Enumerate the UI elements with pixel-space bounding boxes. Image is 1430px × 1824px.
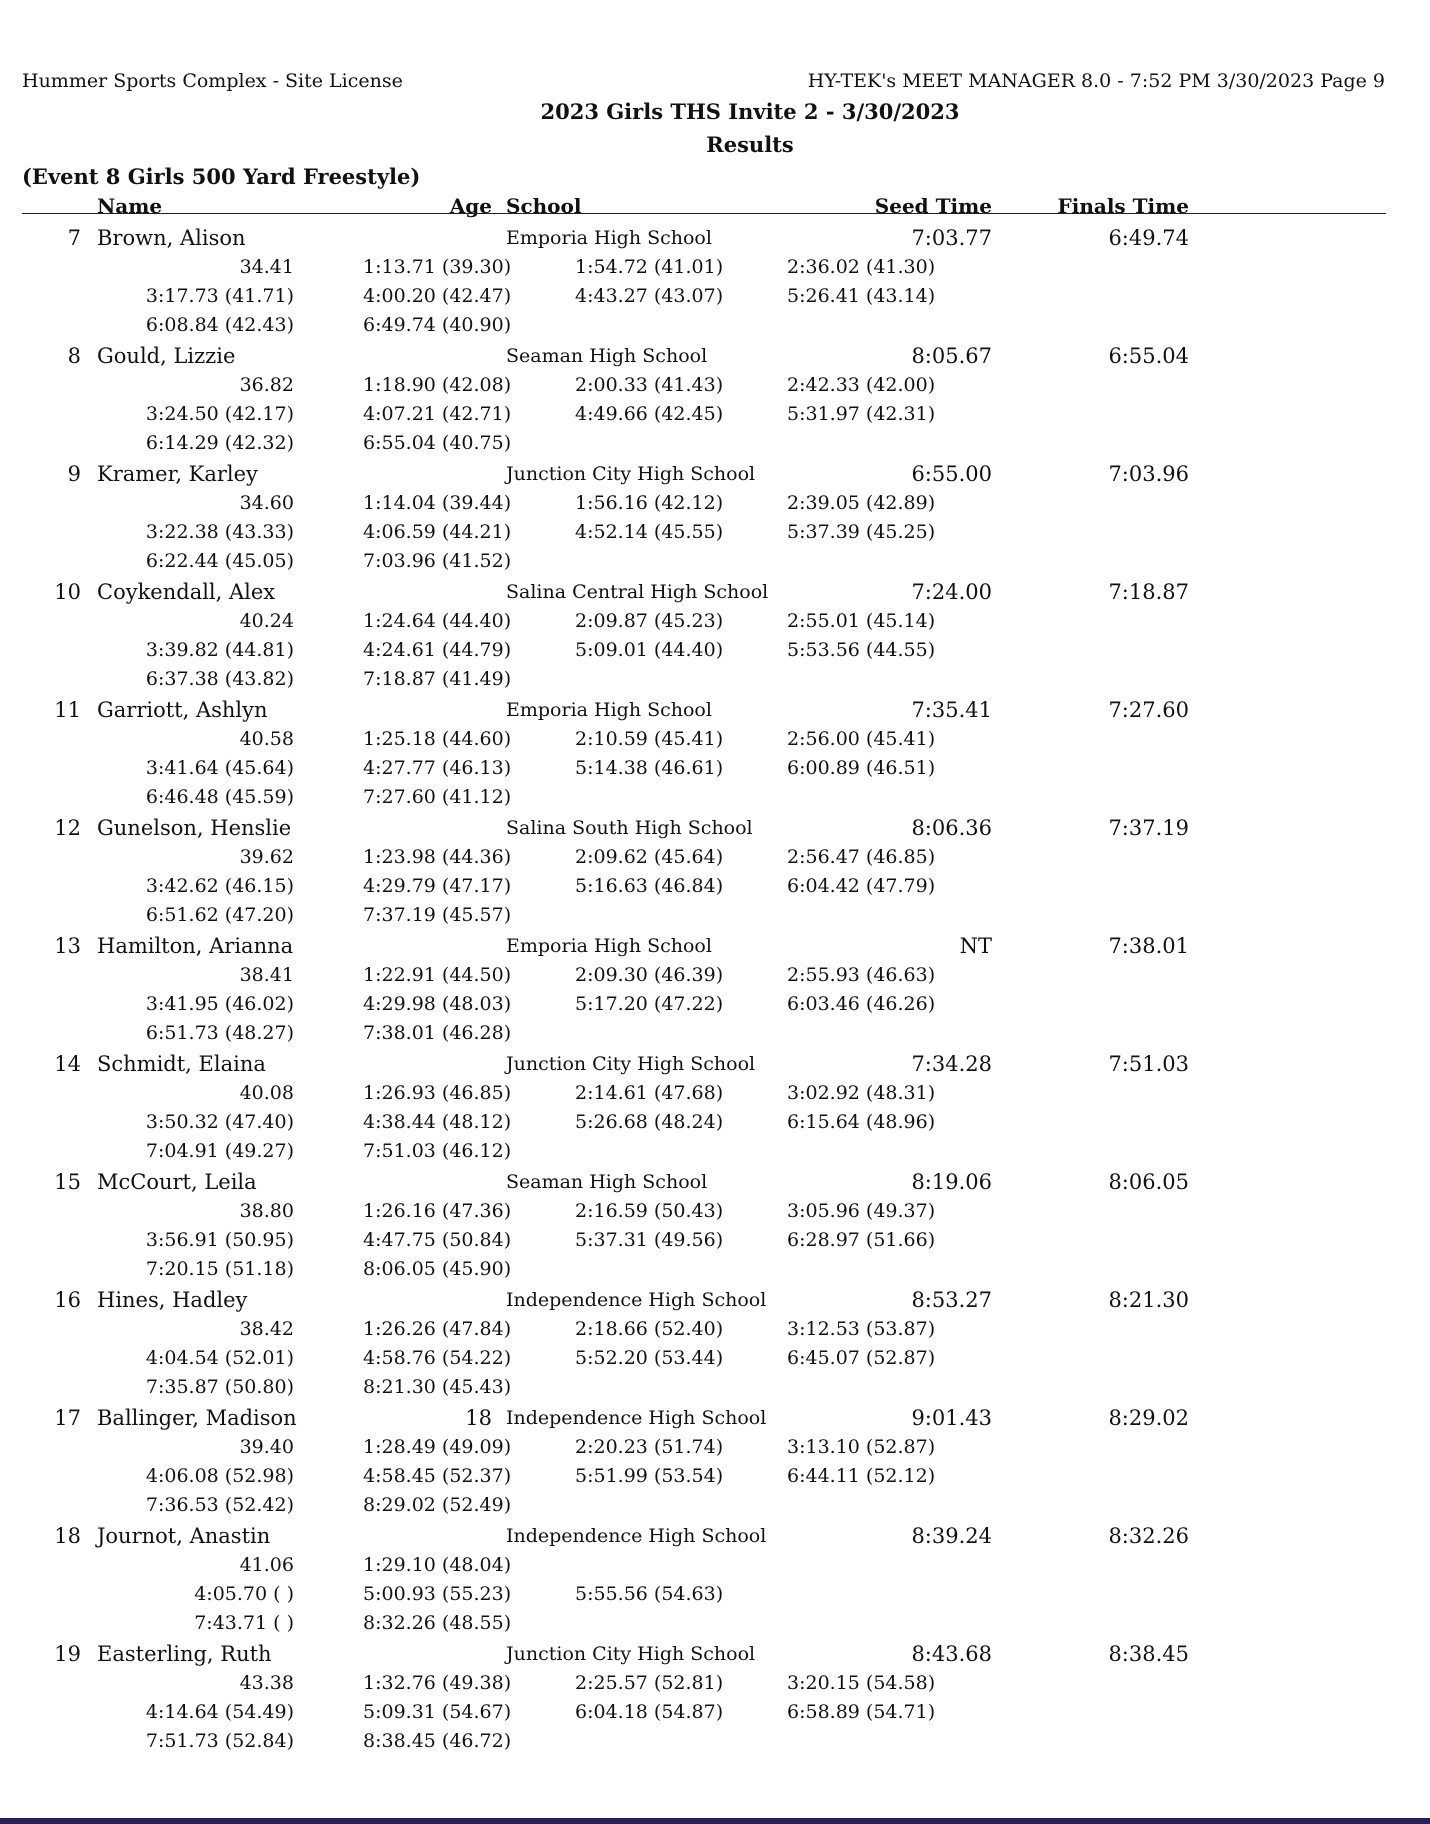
result-finals-time: 7:18.87 bbox=[1108, 580, 1189, 604]
split-time: 4:58.45 (52.37) bbox=[363, 1465, 512, 1487]
split-time: 1:18.90 (42.08) bbox=[363, 374, 512, 396]
split-time: 5:31.97 (42.31) bbox=[787, 403, 936, 425]
split-time: 2:25.57 (52.81) bbox=[575, 1672, 724, 1694]
split-time: 38.41 bbox=[239, 964, 294, 986]
column-header-name: Name bbox=[97, 194, 163, 218]
split-time: 2:09.30 (46.39) bbox=[575, 964, 724, 986]
split-time: 4:58.76 (54.22) bbox=[363, 1347, 512, 1369]
split-time: 6:49.74 (40.90) bbox=[363, 314, 512, 336]
result-name: Coykendall, Alex bbox=[97, 580, 276, 604]
split-time: 8:29.02 (52.49) bbox=[363, 1494, 512, 1516]
split-time: 4:38.44 (48.12) bbox=[363, 1111, 512, 1133]
split-time: 40.08 bbox=[239, 1082, 294, 1104]
split-time: 1:28.49 (49.09) bbox=[363, 1436, 512, 1458]
split-time: 4:06.59 (44.21) bbox=[363, 521, 512, 543]
result-school: Emporia High School bbox=[506, 935, 712, 957]
split-time: 38.80 bbox=[239, 1200, 294, 1222]
split-time: 7:03.96 (41.52) bbox=[363, 550, 512, 572]
split-time: 5:51.99 (53.54) bbox=[575, 1465, 724, 1487]
split-time: 2:20.23 (51.74) bbox=[575, 1436, 724, 1458]
split-time: 1:13.71 (39.30) bbox=[363, 256, 512, 278]
column-header-age: Age bbox=[449, 194, 492, 218]
split-time: 1:22.91 (44.50) bbox=[363, 964, 512, 986]
result-place: 14 bbox=[54, 1052, 81, 1076]
split-time: 3:17.73 (41.71) bbox=[145, 285, 294, 307]
results-subtitle: Results bbox=[706, 132, 794, 157]
result-name: Hines, Hadley bbox=[97, 1288, 248, 1312]
split-time: 5:52.20 (53.44) bbox=[575, 1347, 724, 1369]
split-time: 1:26.16 (47.36) bbox=[363, 1200, 512, 1222]
split-time: 2:16.59 (50.43) bbox=[575, 1200, 724, 1222]
split-time: 8:21.30 (45.43) bbox=[363, 1376, 512, 1398]
result-school: Junction City High School bbox=[506, 1053, 756, 1075]
split-time: 1:54.72 (41.01) bbox=[575, 256, 724, 278]
result-entry bbox=[0, 698, 1430, 816]
column-header-seed-time: Seed Time bbox=[874, 194, 992, 218]
split-time: 5:16.63 (46.84) bbox=[575, 875, 724, 897]
split-time: 3:24.50 (42.17) bbox=[145, 403, 294, 425]
result-school: Independence High School bbox=[506, 1407, 767, 1429]
split-time: 36.82 bbox=[239, 374, 294, 396]
split-time: 4:04.54 (52.01) bbox=[145, 1347, 294, 1369]
result-entry bbox=[0, 580, 1430, 698]
bottom-bar bbox=[0, 1818, 1430, 1824]
split-time: 7:38.01 (46.28) bbox=[363, 1022, 512, 1044]
split-time: 4:29.98 (48.03) bbox=[363, 993, 512, 1015]
split-time: 4:29.79 (47.17) bbox=[363, 875, 512, 897]
split-time: 6:15.64 (48.96) bbox=[787, 1111, 936, 1133]
result-finals-time: 8:21.30 bbox=[1108, 1288, 1189, 1312]
result-place: 10 bbox=[54, 580, 81, 604]
result-finals-time: 7:37.19 bbox=[1108, 816, 1189, 840]
split-time: 40.58 bbox=[239, 728, 294, 750]
result-name: Hamilton, Arianna bbox=[97, 934, 294, 958]
result-place: 17 bbox=[54, 1406, 81, 1430]
result-seed-time: 7:34.28 bbox=[911, 1052, 992, 1076]
split-time: 4:05.70 ( ) bbox=[194, 1583, 294, 1605]
split-time: 4:43.27 (43.07) bbox=[575, 285, 724, 307]
split-time: 5:14.38 (46.61) bbox=[575, 757, 724, 779]
result-finals-time: 7:38.01 bbox=[1108, 934, 1189, 958]
result-finals-time: 7:27.60 bbox=[1108, 698, 1189, 722]
split-time: 3:12.53 (53.87) bbox=[787, 1318, 936, 1340]
split-time: 6:44.11 (52.12) bbox=[787, 1465, 936, 1487]
result-entry bbox=[0, 1052, 1430, 1170]
split-time: 3:50.32 (47.40) bbox=[145, 1111, 294, 1133]
result-seed-time: 8:05.67 bbox=[911, 344, 992, 368]
split-time: 2:55.01 (45.14) bbox=[787, 610, 936, 632]
split-time: 3:02.92 (48.31) bbox=[787, 1082, 936, 1104]
split-time: 4:52.14 (45.55) bbox=[575, 521, 724, 543]
split-time: 2:36.02 (41.30) bbox=[787, 256, 936, 278]
result-name: Garriott, Ashlyn bbox=[97, 698, 268, 722]
split-time: 8:06.05 (45.90) bbox=[363, 1258, 512, 1280]
split-time: 1:14.04 (39.44) bbox=[363, 492, 512, 514]
result-school: Independence High School bbox=[506, 1289, 767, 1311]
result-name: Journot, Anastin bbox=[97, 1524, 271, 1548]
split-time: 4:47.75 (50.84) bbox=[363, 1229, 512, 1251]
split-time: 4:07.21 (42.71) bbox=[363, 403, 512, 425]
split-time: 4:06.08 (52.98) bbox=[145, 1465, 294, 1487]
result-school: Salina Central High School bbox=[506, 581, 769, 603]
result-seed-time: 7:24.00 bbox=[911, 580, 992, 604]
result-finals-time: 7:51.03 bbox=[1108, 1052, 1189, 1076]
result-finals-time: 8:38.45 bbox=[1108, 1642, 1189, 1666]
split-time: 1:26.26 (47.84) bbox=[363, 1318, 512, 1340]
split-time: 5:09.01 (44.40) bbox=[575, 639, 724, 661]
result-seed-time: 8:39.24 bbox=[911, 1524, 992, 1548]
result-place: 8 bbox=[67, 344, 81, 368]
result-name: Kramer, Karley bbox=[97, 462, 258, 486]
result-finals-time: 8:32.26 bbox=[1108, 1524, 1189, 1548]
split-time: 5:09.31 (54.67) bbox=[363, 1701, 512, 1723]
split-time: 3:41.95 (46.02) bbox=[145, 993, 294, 1015]
split-time: 6:37.38 (43.82) bbox=[145, 668, 294, 690]
result-entry bbox=[0, 816, 1430, 934]
split-time: 3:05.96 (49.37) bbox=[787, 1200, 936, 1222]
result-seed-time: 7:35.41 bbox=[911, 698, 992, 722]
split-time: 1:23.98 (44.36) bbox=[363, 846, 512, 868]
split-time: 5:17.20 (47.22) bbox=[575, 993, 724, 1015]
column-header-school: School bbox=[506, 194, 582, 218]
split-time: 8:32.26 (48.55) bbox=[363, 1612, 512, 1634]
result-entry bbox=[0, 1524, 1430, 1642]
split-time: 7:37.19 (45.57) bbox=[363, 904, 512, 926]
split-time: 1:32.76 (49.38) bbox=[363, 1672, 512, 1694]
split-time: 6:08.84 (42.43) bbox=[145, 314, 294, 336]
meet-title: 2023 Girls THS Invite 2 - 3/30/2023 bbox=[540, 99, 960, 124]
split-time: 2:09.62 (45.64) bbox=[575, 846, 724, 868]
column-header-finals-time: Finals Time bbox=[1057, 194, 1189, 218]
result-school: Emporia High School bbox=[506, 699, 712, 721]
split-time: 1:25.18 (44.60) bbox=[363, 728, 512, 750]
split-time: 5:37.39 (45.25) bbox=[787, 521, 936, 543]
result-seed-time: 8:43.68 bbox=[911, 1642, 992, 1666]
split-time: 5:37.31 (49.56) bbox=[575, 1229, 724, 1251]
split-time: 4:00.20 (42.47) bbox=[363, 285, 512, 307]
result-finals-time: 8:06.05 bbox=[1108, 1170, 1189, 1194]
split-time: 40.24 bbox=[239, 610, 294, 632]
result-name: Easterling, Ruth bbox=[97, 1642, 272, 1666]
result-place: 11 bbox=[54, 698, 81, 722]
result-name: Gould, Lizzie bbox=[97, 344, 236, 368]
split-time: 2:10.59 (45.41) bbox=[575, 728, 724, 750]
split-time: 1:29.10 (48.04) bbox=[363, 1554, 512, 1576]
result-seed-time: 7:03.77 bbox=[911, 226, 992, 250]
split-time: 7:27.60 (41.12) bbox=[363, 786, 512, 808]
split-time: 3:20.15 (54.58) bbox=[787, 1672, 936, 1694]
split-time: 5:26.41 (43.14) bbox=[787, 285, 936, 307]
split-time: 2:56.47 (46.85) bbox=[787, 846, 936, 868]
header-meet-manager: HY-TEK's MEET MANAGER 8.0 - 7:52 PM 3/30/2023 Page 9 bbox=[807, 70, 1385, 92]
split-time: 6:00.89 (46.51) bbox=[787, 757, 936, 779]
split-time: 38.42 bbox=[239, 1318, 294, 1340]
split-time: 7:51.73 (52.84) bbox=[145, 1730, 294, 1752]
split-time: 41.06 bbox=[239, 1554, 294, 1576]
result-school: Emporia High School bbox=[506, 227, 712, 249]
result-school: Seaman High School bbox=[506, 1171, 708, 1193]
result-place: 9 bbox=[67, 462, 81, 486]
split-time: 2:39.05 (42.89) bbox=[787, 492, 936, 514]
split-time: 5:55.56 (54.63) bbox=[575, 1583, 724, 1605]
split-time: 6:22.44 (45.05) bbox=[145, 550, 294, 572]
split-time: 4:24.61 (44.79) bbox=[363, 639, 512, 661]
split-time: 6:45.07 (52.87) bbox=[787, 1347, 936, 1369]
result-name: McCourt, Leila bbox=[97, 1170, 257, 1194]
split-time: 3:13.10 (52.87) bbox=[787, 1436, 936, 1458]
result-name: Brown, Alison bbox=[97, 226, 246, 250]
split-time: 3:22.38 (43.33) bbox=[145, 521, 294, 543]
split-time: 6:46.48 (45.59) bbox=[145, 786, 294, 808]
split-time: 6:51.73 (48.27) bbox=[145, 1022, 294, 1044]
result-entry bbox=[0, 1406, 1430, 1524]
split-time: 7:18.87 (41.49) bbox=[363, 668, 512, 690]
split-time: 6:51.62 (47.20) bbox=[145, 904, 294, 926]
split-time: 8:38.45 (46.72) bbox=[363, 1730, 512, 1752]
result-place: 15 bbox=[54, 1170, 81, 1194]
split-time: 6:14.29 (42.32) bbox=[145, 432, 294, 454]
result-entry bbox=[0, 934, 1430, 1052]
split-time: 2:56.00 (45.41) bbox=[787, 728, 936, 750]
split-time: 4:27.77 (46.13) bbox=[363, 757, 512, 779]
split-time: 4:49.66 (42.45) bbox=[575, 403, 724, 425]
split-time: 2:18.66 (52.40) bbox=[575, 1318, 724, 1340]
split-time: 6:58.89 (54.71) bbox=[787, 1701, 936, 1723]
result-name: Gunelson, Henslie bbox=[97, 816, 292, 840]
result-place: 19 bbox=[54, 1642, 81, 1666]
result-finals-time: 7:03.96 bbox=[1108, 462, 1189, 486]
split-time: 7:35.87 (50.80) bbox=[145, 1376, 294, 1398]
result-place: 7 bbox=[67, 226, 81, 250]
split-time: 2:14.61 (47.68) bbox=[575, 1082, 724, 1104]
split-time: 3:42.62 (46.15) bbox=[145, 875, 294, 897]
result-entry bbox=[0, 1170, 1430, 1288]
result-seed-time: 8:19.06 bbox=[911, 1170, 992, 1194]
split-time: 34.41 bbox=[239, 256, 294, 278]
result-school: Junction City High School bbox=[506, 463, 756, 485]
split-time: 5:53.56 (44.55) bbox=[787, 639, 936, 661]
split-time: 7:04.91 (49.27) bbox=[145, 1140, 294, 1162]
split-time: 6:04.42 (47.79) bbox=[787, 875, 936, 897]
split-time: 39.62 bbox=[239, 846, 294, 868]
split-time: 2:55.93 (46.63) bbox=[787, 964, 936, 986]
result-finals-time: 6:49.74 bbox=[1108, 226, 1189, 250]
result-seed-time: 8:06.36 bbox=[911, 816, 992, 840]
result-name: Ballinger, Madison bbox=[97, 1406, 297, 1430]
header-rule bbox=[22, 213, 1386, 214]
result-entry bbox=[0, 462, 1430, 580]
split-time: 2:42.33 (42.00) bbox=[787, 374, 936, 396]
result-finals-time: 6:55.04 bbox=[1108, 344, 1189, 368]
split-time: 3:56.91 (50.95) bbox=[145, 1229, 294, 1251]
result-place: 12 bbox=[54, 816, 81, 840]
split-time: 1:56.16 (42.12) bbox=[575, 492, 724, 514]
result-school: Salina South High School bbox=[506, 817, 753, 839]
header-site-license: Hummer Sports Complex - Site License bbox=[22, 70, 403, 92]
split-time: 7:43.71 ( ) bbox=[194, 1612, 294, 1634]
result-seed-time: 8:53.27 bbox=[911, 1288, 992, 1312]
split-time: 7:51.03 (46.12) bbox=[363, 1140, 512, 1162]
split-time: 6:04.18 (54.87) bbox=[575, 1701, 724, 1723]
split-time: 34.60 bbox=[239, 492, 294, 514]
result-seed-time: 6:55.00 bbox=[911, 462, 992, 486]
split-time: 1:24.64 (44.40) bbox=[363, 610, 512, 632]
split-time: 2:09.87 (45.23) bbox=[575, 610, 724, 632]
result-finals-time: 8:29.02 bbox=[1108, 1406, 1189, 1430]
event-title: (Event 8 Girls 500 Yard Freestyle) bbox=[22, 164, 421, 189]
result-seed-time: 9:01.43 bbox=[911, 1406, 992, 1430]
result-place: 13 bbox=[54, 934, 81, 958]
split-time: 2:00.33 (41.43) bbox=[575, 374, 724, 396]
split-time: 7:20.15 (51.18) bbox=[145, 1258, 294, 1280]
result-school: Seaman High School bbox=[506, 345, 708, 367]
result-entry bbox=[0, 1642, 1430, 1760]
split-time: 1:26.93 (46.85) bbox=[363, 1082, 512, 1104]
result-school: Junction City High School bbox=[506, 1643, 756, 1665]
result-entry bbox=[0, 344, 1430, 462]
result-entry bbox=[0, 1288, 1430, 1406]
split-time: 5:00.93 (55.23) bbox=[363, 1583, 512, 1605]
split-time: 5:26.68 (48.24) bbox=[575, 1111, 724, 1133]
split-time: 4:14.64 (54.49) bbox=[145, 1701, 294, 1723]
split-time: 39.40 bbox=[239, 1436, 294, 1458]
result-seed-time: NT bbox=[959, 934, 992, 958]
result-place: 18 bbox=[54, 1524, 81, 1548]
result-name: Schmidt, Elaina bbox=[97, 1052, 266, 1076]
split-time: 43.38 bbox=[239, 1672, 294, 1694]
result-school: Independence High School bbox=[506, 1525, 767, 1547]
split-time: 6:55.04 (40.75) bbox=[363, 432, 512, 454]
split-time: 6:28.97 (51.66) bbox=[787, 1229, 936, 1251]
results-list bbox=[0, 226, 1430, 1760]
result-entry bbox=[0, 226, 1430, 344]
split-time: 6:03.46 (46.26) bbox=[787, 993, 936, 1015]
split-time: 3:41.64 (45.64) bbox=[145, 757, 294, 779]
result-age: 18 bbox=[465, 1406, 492, 1430]
split-time: 3:39.82 (44.81) bbox=[145, 639, 294, 661]
result-place: 16 bbox=[54, 1288, 81, 1312]
split-time: 7:36.53 (52.42) bbox=[145, 1494, 294, 1516]
